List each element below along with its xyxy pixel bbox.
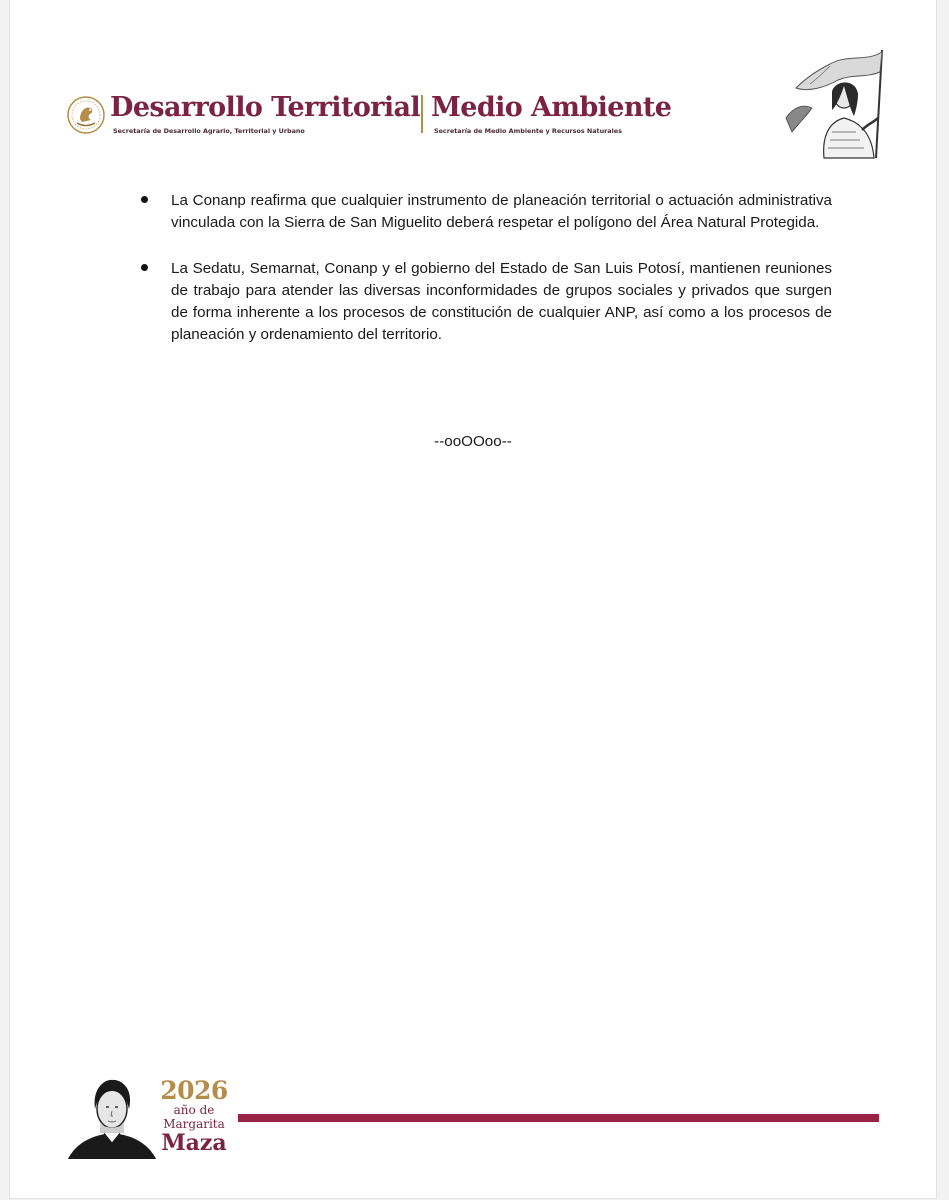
document-page: [10, 0, 936, 1198]
brand-desarrollo-territorial: Desarrollo Territorial: [110, 92, 421, 123]
margarita-maza-portrait: [66, 1073, 158, 1159]
brand-medio-ambiente: Medio Ambiente: [431, 92, 672, 123]
bullet-text: La Conanp reafirma que cualquier instrumento de planeación territorial o actuación administrativa vinculada con la Sierra de San Miguelito deberá respetar el polígono del Área Natural Protegida.: [171, 192, 832, 231]
body-content: [139, 190, 832, 370]
woman-with-flag-illustration: [778, 48, 886, 160]
brand-medio-ambiente-subtitle: Secretaría de Medio Ambiente y Recursos Naturales: [434, 127, 622, 135]
year-motto-line3: Maza: [161, 1130, 227, 1156]
year-label: 2026: [160, 1076, 228, 1105]
bullet-item: [139, 190, 832, 234]
letterhead: [10, 0, 936, 170]
closing-separator: --ooOOoo--: [434, 433, 512, 450]
footer-bar: [238, 1114, 879, 1122]
brand-desarrollo-territorial-subtitle: Secretaría de Desarrollo Agrario, Territorial y Urbano: [113, 127, 305, 135]
mexico-coat-of-arms-icon: [66, 95, 106, 135]
year-motto-line2: Margarita: [163, 1117, 225, 1131]
year-motto: [156, 1078, 232, 1155]
year-motto-line1: año de: [173, 1103, 215, 1117]
bullet-item: [139, 258, 832, 346]
brand-divider: [421, 95, 423, 133]
bullet-dot-icon: [141, 196, 148, 203]
bullet-text: La Sedatu, Semarnat, Conanp y el gobierno del Estado de San Luis Potosí, mantienen reuniones de trabajo para atender las diversas inconformidades de grupos sociales y privados que surgen de forma inherente a los procesos de constitución de cualquier ANP, así como a los procesos de planeación y ordenamiento del territorio.: [171, 260, 832, 343]
bullet-dot-icon: [141, 264, 148, 271]
